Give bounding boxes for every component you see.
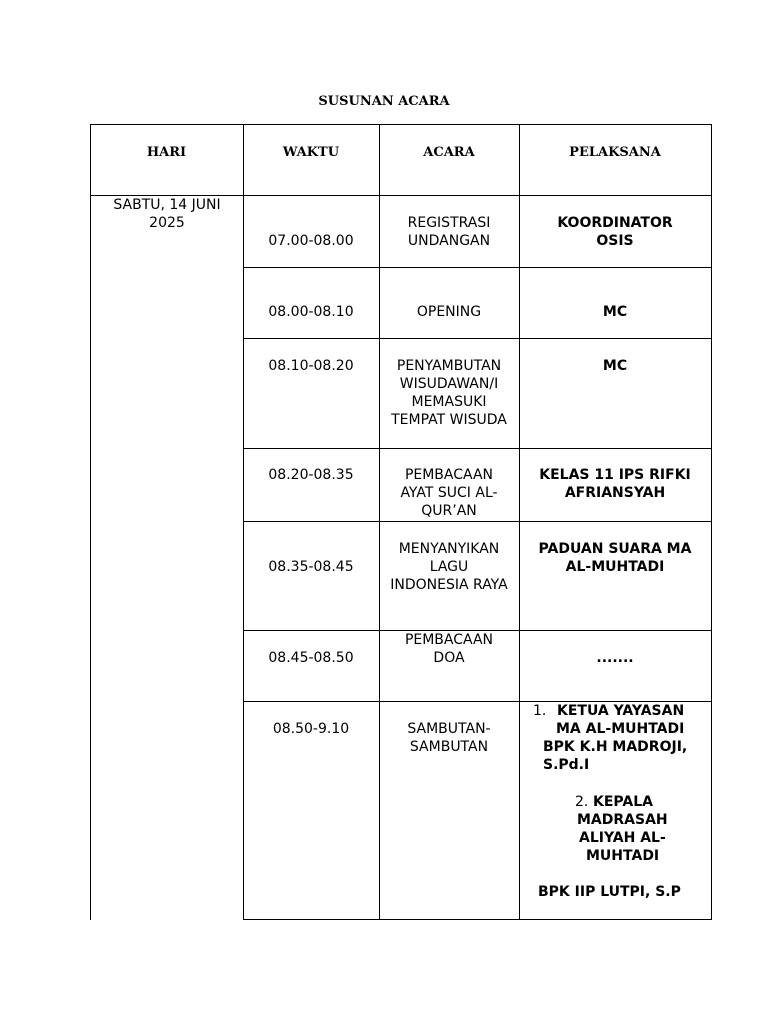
pelaksana-cell: MC (602, 304, 628, 320)
list-item-line: KEPALA (593, 794, 653, 810)
waktu-cell: 08.35-08.45 (268, 559, 354, 575)
list-number: 2. (575, 794, 589, 810)
acara-cell: SAMBUTAN-SAMBUTAN (407, 721, 491, 755)
waktu-cell: 07.00-08.00 (268, 233, 354, 249)
row-divider (243, 338, 712, 339)
list-item-line: BPK K.H MADROJI, (543, 739, 688, 755)
pelaksana-cell: MC (602, 358, 628, 374)
column-header-hari: HARI (146, 145, 187, 160)
row-divider (243, 267, 712, 268)
list-number: 1. (533, 703, 547, 719)
waktu-cell: 08.00-08.10 (268, 304, 354, 320)
column-header-pelaksana: PELAKSANA (569, 145, 661, 160)
waktu-cell: 08.45-08.50 (268, 650, 354, 666)
list-item-line: MA AL-MUHTADI (556, 721, 685, 737)
pelaksana-cell: KELAS 11 IPS RIFKI AFRIANSYAH (539, 467, 691, 501)
column-header-waktu: WAKTU (282, 145, 340, 160)
table-border-top (90, 124, 712, 125)
waktu-cell: 08.50-9.10 (272, 721, 350, 737)
hari-cell: SABTU, 14 JUNI 2025 (113, 197, 221, 231)
acara-cell: PENYAMBUTAN WISUDAWAN/I MEMASUKI TEMPAT WISUDA (391, 358, 507, 428)
acara-cell: PEMBACAAN AYAT SUCI AL-QUR’AN (400, 467, 498, 519)
waktu-cell: 08.10-08.20 (268, 358, 354, 374)
pelaksana-cell: KOORDINATOR OSIS (557, 215, 673, 249)
table-border-bottom (243, 919, 712, 920)
list-item-line: MADRASAH (577, 812, 668, 828)
column-header-acara: ACARA (423, 145, 475, 160)
list-item-line: BPK IIP LUTPI, S.P (538, 884, 681, 900)
column-divider-acara (379, 124, 380, 920)
row-divider (243, 448, 712, 449)
list-item-line: MUHTADI (586, 848, 660, 864)
table-border-right (711, 124, 712, 920)
acara-cell: PEMBACAAN DOA (404, 632, 494, 666)
row-divider (243, 521, 712, 522)
list-item-line: S.Pd.I (543, 757, 590, 773)
column-divider-pelaksana (519, 124, 520, 920)
pelaksana-cell: PADUAN SUARA MA AL-MUHTADI (538, 541, 692, 575)
page-title: SUSUNAN ACARA (318, 94, 450, 109)
table-border-left (90, 124, 91, 920)
acara-cell: MENYANYIKAN LAGU INDONESIA RAYA (390, 541, 508, 593)
list-item-line: KETUA YAYASAN (557, 703, 685, 719)
acara-cell: OPENING (416, 304, 482, 320)
pelaksana-cell: ....... (596, 650, 634, 666)
list-item-line: ALIYAH AL- (579, 830, 666, 846)
waktu-cell: 08.20-08.35 (268, 467, 354, 483)
acara-cell: REGISTRASI UNDANGAN (407, 215, 491, 249)
